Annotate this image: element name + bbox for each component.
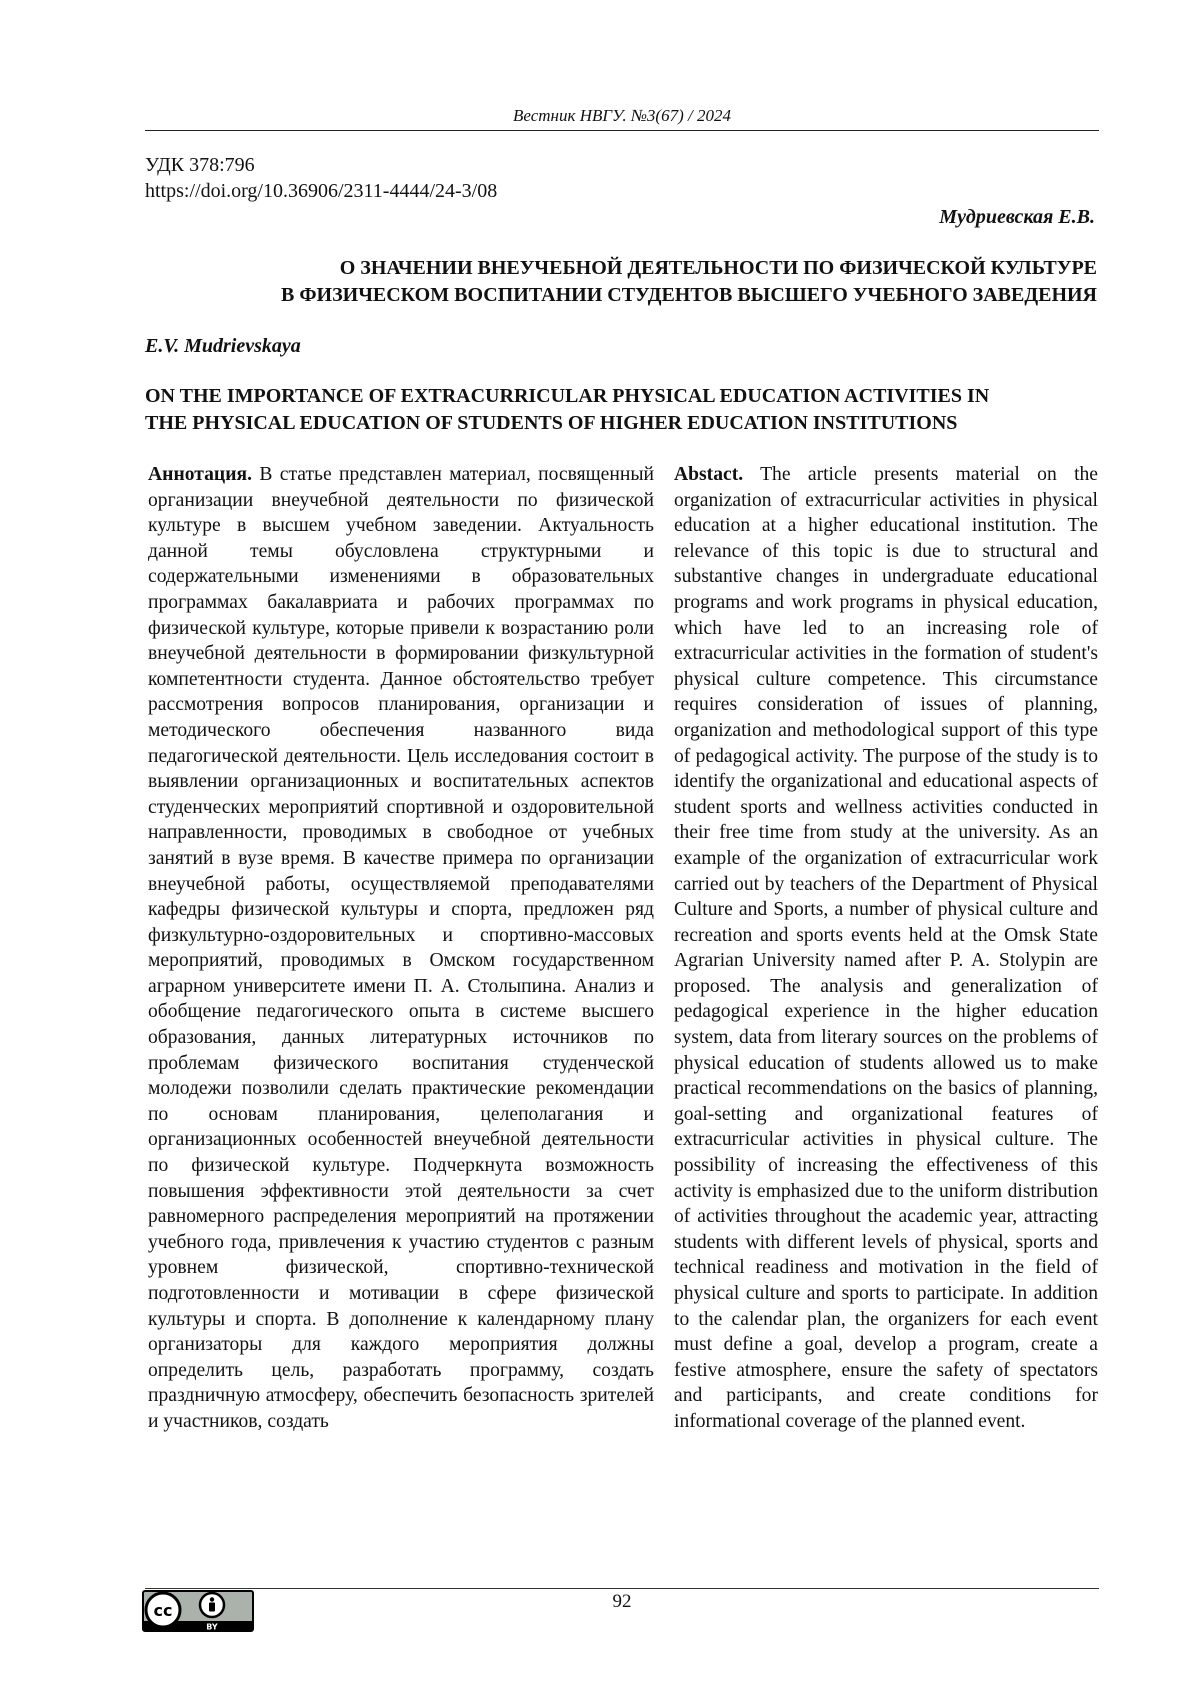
title-en-line-1: ON THE IMPORTANCE OF EXTRACURRICULAR PHYSICAL EDUCATION ACTIVITIES IN xyxy=(145,385,990,407)
by-label: BY xyxy=(206,1622,218,1632)
journal-header: Вестник НВГУ. №3(67) / 2024 xyxy=(513,106,731,125)
abstract-en-label: Abstact. xyxy=(674,464,744,485)
title-ru-line-2: В ФИЗИЧЕСКОМ ВОСПИТАНИИ СТУДЕНТОВ ВЫСШЕГО УЧЕБНОГО ЗАВЕДЕНИЯ xyxy=(281,284,1097,306)
header-divider xyxy=(145,130,1099,131)
abstract-en xyxy=(674,462,1098,1435)
udk-code: УДК 378:796 xyxy=(145,154,255,176)
article-title-en xyxy=(145,383,1099,437)
doi-link[interactable]: https://doi.org/10.36906/2311-4444/24-3/08 xyxy=(145,180,498,202)
abstract-ru xyxy=(148,462,654,1435)
article-title-ru xyxy=(145,255,1097,309)
article-metadata xyxy=(145,152,497,204)
author-name-en: E.V. Mudrievskaya xyxy=(145,335,301,357)
title-en-line-2: THE PHYSICAL EDUCATION OF STUDENTS OF HIGHER EDUCATION INSTITUTIONS xyxy=(145,412,958,434)
page-number: 92 xyxy=(612,1591,632,1612)
footer-divider xyxy=(145,1588,1099,1589)
cc-glyph: cc xyxy=(153,1601,173,1620)
title-ru-line-1: О ЗНАЧЕНИИ ВНЕУЧЕБНОЙ ДЕЯТЕЛЬНОСТИ ПО ФИЗИЧЕСКОЙ КУЛЬТУРЕ xyxy=(339,257,1097,279)
abstract-ru-text: В статье представлен материал, посвященный организации внеучебной деятельности по физической культуре в высшем учебном заведении. Актуальность данной темы обусловлена структурными и содержательными изменениями в образовательных программах бакалавриата и рабочих программах по физической культуре, которые привели к возрастанию роли внеучебной деятельности в формировании физкультурной компетентности студента. Данное обстоятельство требует рассмотрения вопросов планирования, организации и методического обеспечения названного вида педагогической деятельности. Цель исследования состоит в выявлении организационных и воспитательных аспектов студенческих мероприятий спортивной и оздоровительной направленности, проводимых в свободное от учебных занятий в вузе время. В качестве примера по организации внеучебной работы, осуществляемой преподавателями кафедры физической культуры и спорта, предложен ряд физкультурно-оздоровительных и спортивно-массовых мероприятий, проводимых в Омском государственном аграрном университете имени П. А. Столыпина. Анализ и обобщение педагогического опыта в системе высшего образования, данных литературных источников по проблемам физического воспитания студенческой молодежи позволили сделать практические рекомендации по основам планирования, целеполагания и организационных особенностей внеучебной деятельности по физической культуре. Подчеркнута возможность повышения эффективности этой деятельности за счет равномерного распределения мероприятий на протяжении учебного года, привлечения к участию студентов с разным уровнем физической, спортивно-технической подготовленности и мотивации в сфере физической культуры и спорта. В дополнение к календарному плану организаторы для каждого мероприятия должны определить цель, разработать программу, создать праздничную атмосферу, обеспечить безопасность зрителей и участников, создать xyxy=(148,464,654,1432)
abstract-ru-label: Аннотация. xyxy=(148,464,253,485)
author-name-ru: Мудриевская Е.В. xyxy=(939,206,1095,228)
abstract-en-text: The article presents material on the organization of extracurricular activities in physical education at a higher educational institution. The relevance of this topic is due to structural and substantive changes in undergraduate educational programs and work programs in physical education, which have led to an increasing role of extracurricular activities in the formation of student's physical culture competence. This circumstance requires consideration of issues of planning, organization and methodological support of this type of pedagogical activity. The purpose of the study is to identify the organizational and educational aspects of student sports and wellness activities conducted in their free time from study at the university. As an example of the organization of extracurricular work carried out by teachers of the Department of Physical Culture and Sports, a number of physical culture and recreation and sports events held at the Omsk State Agrarian University named after P. A. Stolypin are proposed. The analysis and generalization of pedagogical experience in the higher education system, data from literary sources on the problems of physical education of students allowed us to make practical recommendations on the basics of planning, goal-setting and organizational features of extracurricular activities in physical culture. The possibility of increasing the effectiveness of this activity is emphasized due to the uniform distribution of activities throughout the academic year, attracting students with different levels of physical, sports and technical readiness and motivation in the field of physical culture and sports to participate. In addition to the calendar plan, the organizers for each event must define a goal, develop a program, create a festive atmosphere, ensure the safety of spectators and participants, and create conditions for informational coverage of the planned event. xyxy=(674,464,1099,1432)
